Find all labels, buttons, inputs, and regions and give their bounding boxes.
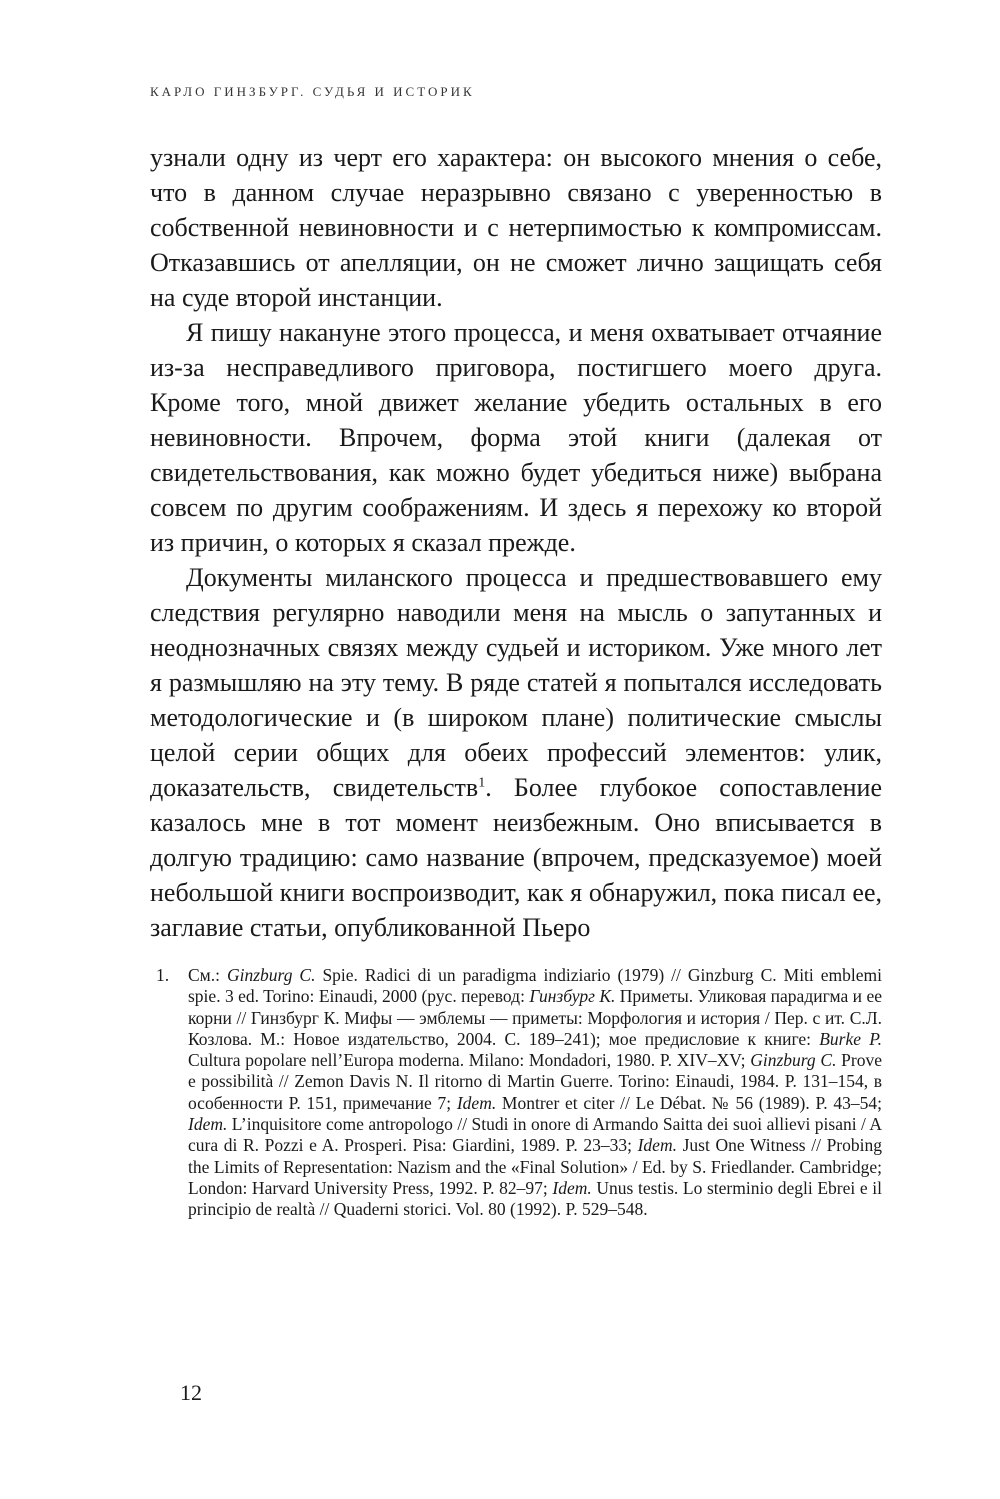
footnote-segment: Just One Witness // Probing the Limits of Representation: Nazism and the «Final Solution» / Ed. by S. Friedlander. Cambridge; London: Harvard University Press, 1992. P. 82–97; <box>188 1135 882 1198</box>
footnote-author: Burke P. <box>819 1028 883 1049</box>
paragraph: узнали одну из черт его характера: он высокого мнения о себе, что в данном случае неразрывно связано с уверенностью в собственной невиновности и с нетерпимостью к компромиссам. Отказавшись от апелляции, он не сможет лично защищать себя на суде второй инстанции. <box>150 143 882 312</box>
footnote-segment: Prove e possibilità // Zemon Davis N. Il ritorno di Martin Guerre. Torino: Einaudi, 1984. P. 131–154, в особенности P. 151, примечание 7; <box>188 1050 883 1113</box>
footnote-number: 1. <box>156 965 170 985</box>
paragraph-text: Документы миланского процесса и предшествовавшего ему следствия регулярно наводили меня на мысль о запутанных и неоднозначных связях между судьей и историком. Уже много лет я размышляю на эту тему. В ряде статей я попытался исследовать методологические и (в широком плане) политические смыслы целой серии общих для обеих профессий элементов: улик, доказательств, свидетельств <box>150 563 882 802</box>
footnote-segment: См.: <box>188 965 227 985</box>
footnote-author: Idem. <box>637 1135 677 1156</box>
footnote-author: Ginzburg C. <box>226 965 316 985</box>
footnote-segment: Unus testis. Lo sterminio degli Ebrei e il principio de realtà // Quaderni storici. Vol. 80 (1992). P. 529–548. <box>188 1177 882 1220</box>
footnote-segment: L’inquisitore come antropologo // Studi in onore di Armando Saitta dei suoi allievi pisani / A cura di R. Pozzi e A. Prosperi. Pisa: Giardini, 1989. P. 23–33; <box>188 1114 882 1156</box>
paragraph <box>150 560 882 945</box>
main-text <box>150 140 882 945</box>
footnote-reference[interactable]: 1 <box>478 775 486 791</box>
running-head: КАРЛО ГИНЗБУРГ. СУДЬЯ И ИСТОРИК <box>150 84 475 99</box>
paragraph: Я пишу накануне этого процесса, и меня охватывает отчаяние из-за несправедливого приговора, постигшего моего друга. Кроме того, мной движет желание убедить остальных в его невиновности. Впрочем, форма этой книги (далекая от свидетельствования, как можно будет убедиться ниже) выбрана совсем по другим соображениям. И здесь я перехожу ко второй из причин, о которых я сказал прежде. <box>150 318 882 557</box>
footnote-author: Idem. <box>188 1114 228 1135</box>
footnote <box>150 965 882 1221</box>
footnote-segment: Montrer et citer // Le Débat. № 56 (1989). P. 43–54; <box>496 1092 882 1113</box>
footnote-segment: Cultura popolare nell’Europa moderna. Milano: Mondadori, 1980. P. XIV–XV; <box>188 1050 751 1071</box>
footnote-segment: Spie. Radici di un paradigma indiziario (1979) // Ginzburg C. Miti emblemi spie. 3 ed. Torino: Einaudi, 2000 (рус. перевод: <box>188 965 882 1007</box>
paragraph-text: . Более глубокое сопоставление казалось мне в тот момент неизбежным. Оно вписывается в долгую традицию: само название (впрочем, предсказуемое) моей небольшой книги воспроизводит, как я обнаружил, пока писал ее, заглавие статьи, опубликованной Пьеро <box>150 773 882 942</box>
footnote-author: Idem. <box>552 1177 592 1198</box>
footnote-segment: Приметы. Уликовая парадигма и ее корни // Гинзбург К. Мифы — эмблемы — приметы: Морфология и история / Пер. с ит. С.Л. Козлова. М.: Новое издательство, 2004. С. 189–241); мое предисловие к книге: <box>188 986 882 1049</box>
footnote-author: Гинзбург К. <box>529 986 616 1007</box>
footnote-author: Ginzburg C. <box>750 1050 837 1071</box>
footnote-author: Idem. <box>456 1092 497 1113</box>
footnote-text <box>188 965 882 1221</box>
page-number: 12 <box>180 1380 202 1405</box>
